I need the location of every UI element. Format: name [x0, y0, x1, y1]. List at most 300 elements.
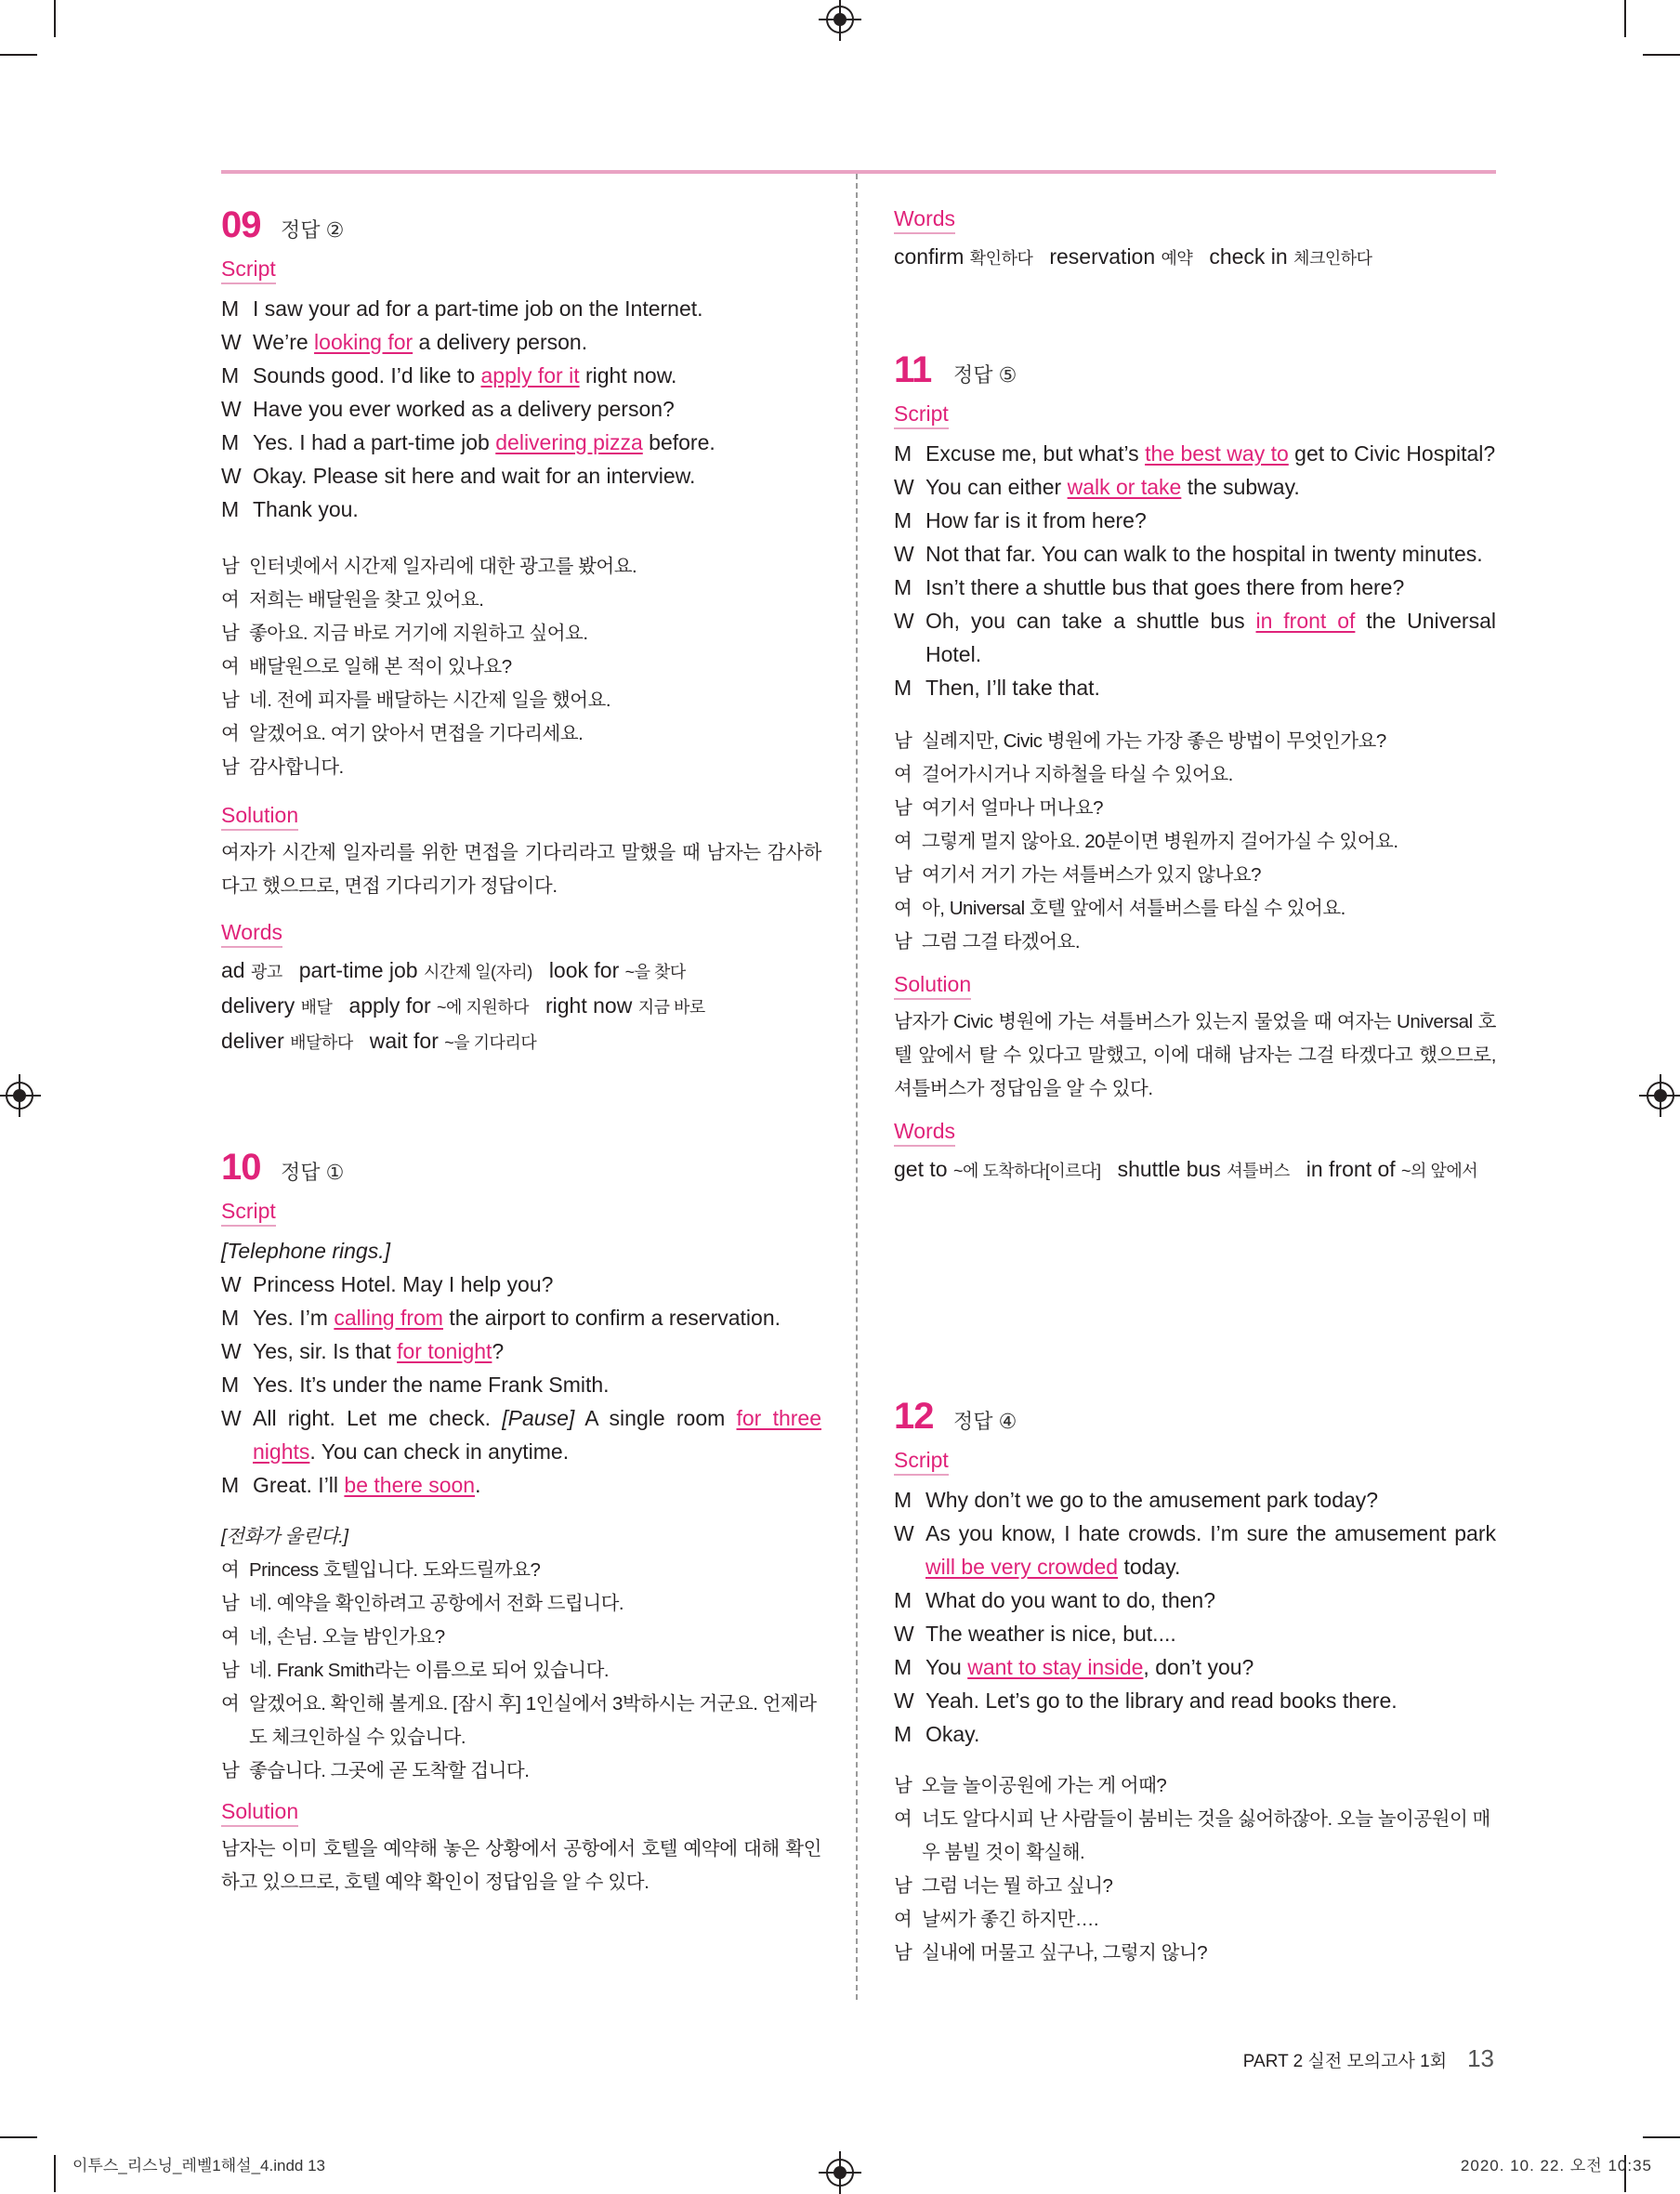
- speaker-label: 여: [221, 1559, 240, 1581]
- key-phrase: apply for it: [480, 363, 580, 388]
- word-entry: [221, 989, 332, 1024]
- text-run: before.: [642, 430, 715, 454]
- translation-lines: [221, 550, 821, 784]
- speaker-label: W: [894, 542, 914, 566]
- words-label: Words: [221, 920, 282, 948]
- text-run: We’re: [253, 330, 315, 354]
- dialogue-line: [894, 1583, 1496, 1617]
- registration-mark-icon: [1647, 1082, 1674, 1110]
- speaker-label: 남: [221, 690, 240, 711]
- line-text: [253, 459, 821, 493]
- script-label: Script: [894, 401, 949, 429]
- words-list: [894, 1152, 1496, 1188]
- line-text: [253, 426, 821, 459]
- word-entry: [1209, 240, 1372, 275]
- word-korean: ~의 앞에서: [1401, 1162, 1478, 1180]
- text-run: right now.: [579, 363, 677, 388]
- text-run: Isn’t there a shuttle bus that goes there from here?: [925, 575, 1405, 599]
- speaker-label: 남: [221, 1760, 240, 1781]
- line-text: [253, 1268, 821, 1301]
- line-text: 감사합니다.: [249, 756, 344, 778]
- line-text: 인터넷에서 시간제 일자리에 대한 광고를 봤어요.: [249, 556, 637, 577]
- speaker-label: 여: [894, 1808, 912, 1830]
- text-run: the subway.: [1181, 475, 1300, 499]
- word-korean: ~에 도착하다[이르다]: [952, 1162, 1101, 1180]
- stage-direction: [Telephone rings.]: [221, 1239, 391, 1263]
- word-korean: 시간제 일(자리): [423, 963, 532, 981]
- word-entry: [545, 989, 705, 1024]
- speaker-label: 남: [894, 931, 912, 952]
- dialogue-line: [221, 650, 821, 684]
- script-lines: [894, 1483, 1496, 1751]
- text-run: You can either: [925, 475, 1068, 499]
- dialogue-line: [221, 426, 821, 459]
- script-lines: [221, 1268, 821, 1502]
- word-entry: [1306, 1152, 1477, 1188]
- line-text: [925, 1684, 1496, 1717]
- script-label: Script: [221, 1199, 276, 1227]
- speaker-label: W: [221, 464, 242, 488]
- line-text: [253, 1368, 821, 1401]
- line-text: [253, 325, 821, 359]
- key-phrase: calling from: [334, 1306, 443, 1330]
- dialogue-line: [894, 1803, 1496, 1870]
- line-text: 그렇게 멀지 않아요. 20분이면 병원까지 걸어가실 수 있어요.: [922, 831, 1398, 852]
- speaker-label: 남: [221, 756, 240, 778]
- speaker-label: 남: [221, 623, 240, 644]
- dialogue-line: [894, 758, 1496, 792]
- line-text: [925, 1650, 1496, 1684]
- text-run: Yes, sir. Is that: [253, 1339, 398, 1363]
- dialogue-line: [221, 292, 821, 325]
- word-entry: [894, 240, 1032, 275]
- line-text: 알겠어요. 확인해 볼게요. [잠시 후] 1인실에서 3박하시는 거군요. 언제라도 체크인하실 수 있습니다.: [249, 1693, 817, 1748]
- line-text: 날씨가 좋긴 하지만….: [922, 1909, 1099, 1930]
- key-phrase: looking for: [314, 330, 413, 354]
- speaker-label: W: [221, 397, 242, 421]
- speaker-label: 남: [221, 1660, 240, 1681]
- text-run: How far is it from here?: [925, 508, 1147, 532]
- key-phrase: will be very crowded: [925, 1555, 1119, 1579]
- dialogue-line: [894, 1870, 1496, 1903]
- word-entry: [221, 953, 282, 989]
- word-korean: ~을 기다리다: [444, 1033, 537, 1052]
- dialogue-line: [894, 859, 1496, 892]
- line-text: [253, 1401, 821, 1468]
- speaker-label: W: [221, 330, 242, 354]
- line-text: 여기서 얼마나 머나요?: [922, 797, 1104, 819]
- solution-label: Solution: [894, 972, 971, 1000]
- dialogue-line: [894, 725, 1496, 758]
- speaker-label: 남: [894, 1942, 912, 1964]
- speaker-label: 여: [221, 723, 240, 744]
- line-text: [253, 493, 821, 526]
- dialogue-line: [894, 1769, 1496, 1803]
- dialogue-line: [221, 1468, 821, 1502]
- question-number: 11: [894, 349, 932, 390]
- text-run: . You can check in anytime.: [309, 1439, 570, 1464]
- line-text: 좋습니다. 그곳에 곧 도착할 겁니다.: [249, 1760, 530, 1781]
- answer-label: 정답 ⑤: [953, 363, 1017, 387]
- speaker-label: M: [894, 441, 912, 466]
- page-number: 13: [1467, 2044, 1494, 2072]
- dialogue-line: [894, 437, 1496, 470]
- line-text: 네. Frank Smith라는 이름으로 되어 있습니다.: [249, 1660, 610, 1681]
- word-entry: [1118, 1152, 1290, 1188]
- key-phrase: delivering pizza: [495, 430, 643, 454]
- line-text: 저희는 배달원을 찾고 있어요.: [249, 589, 484, 611]
- dialogue-line: [221, 751, 821, 784]
- text-run: today.: [1118, 1555, 1181, 1579]
- dialogue-line: [221, 1334, 821, 1368]
- question-09: [221, 204, 821, 1059]
- words-list: [221, 953, 821, 1059]
- line-text: [253, 1468, 821, 1502]
- speaker-label: M: [221, 430, 240, 454]
- crop-mark: [0, 2136, 37, 2138]
- text-run: The weather is nice, but....: [925, 1622, 1176, 1646]
- dialogue-line: [221, 392, 821, 426]
- line-text: [253, 359, 821, 392]
- word-entry: [370, 1024, 536, 1059]
- dialogue-line: [894, 1903, 1496, 1937]
- dialogue-line: [894, 1717, 1496, 1751]
- text-run: get to Civic Hospital?: [1288, 441, 1496, 466]
- key-phrase: walk or take: [1067, 475, 1182, 499]
- speaker-label: M: [894, 508, 912, 532]
- words-label: Words: [894, 1119, 955, 1147]
- solution-text: 남자가 Civic 병원에 가는 셔틀버스가 있는지 물었을 때 여자는 Universal 호텔 앞에서 탈 수 있다고 말했고, 이에 대해 남자는 그걸 타겠다고 했으므로, 셔틀버스가 정답임을 알 수 있다.: [894, 1011, 1496, 1099]
- speaker-label: 여: [894, 1909, 912, 1930]
- line-text: [253, 392, 821, 426]
- registration-mark-icon: [826, 6, 854, 33]
- registration-mark-icon: [6, 1082, 33, 1110]
- word-english: in front of: [1306, 1157, 1402, 1181]
- speaker-label: 남: [221, 1593, 240, 1614]
- translation-lines: [894, 725, 1496, 959]
- speaker-label: W: [894, 475, 914, 499]
- solution-label: Solution: [221, 1799, 298, 1827]
- text-run: Great. I’ll: [253, 1473, 345, 1497]
- dialogue-line: [894, 537, 1496, 571]
- word-english: get to: [894, 1157, 953, 1181]
- dialogue-line: [221, 1401, 821, 1468]
- registration-mark-icon: [826, 2159, 854, 2187]
- text-run: Why don’t we go to the amusement park today?: [925, 1488, 1379, 1512]
- speaker-label: 남: [894, 1875, 912, 1897]
- word-english: ad: [221, 958, 251, 982]
- translation-stage-direction: [전화가 울린다.]: [221, 1526, 348, 1547]
- crop-mark: [54, 2155, 56, 2192]
- part-title: PART 2 실전 모의고사 1회: [1242, 2052, 1448, 2071]
- dialogue-line: [894, 504, 1496, 537]
- line-text: [925, 604, 1496, 671]
- text-run: I saw your ad for a part-time job on the Internet.: [253, 296, 703, 321]
- line-text: 여기서 거기 가는 셔틀버스가 있지 않나요?: [922, 864, 1262, 886]
- key-phrase: in front of: [1255, 609, 1356, 633]
- speaker-label: 여: [894, 831, 912, 852]
- word-korean: 셔틀버스: [1227, 1162, 1290, 1180]
- line-text: 네, 손님. 오늘 밤인가요?: [249, 1626, 445, 1648]
- question-header: [221, 1147, 821, 1197]
- key-phrase: for tonight: [397, 1339, 492, 1363]
- line-text: 네. 예약을 확인하려고 공항에서 전화 드립니다.: [249, 1593, 624, 1614]
- text-run: Okay.: [925, 1722, 980, 1746]
- line-text: 실내에 머물고 싶구나, 그렇지 않니?: [922, 1942, 1208, 1964]
- line-text: 그럼 너는 뭘 하고 싶니?: [922, 1875, 1113, 1897]
- dialogue-line: [894, 1650, 1496, 1684]
- question-number: 12: [894, 1396, 934, 1437]
- speaker-label: 남: [894, 730, 912, 752]
- question-10-words: [894, 206, 1496, 275]
- crop-mark: [0, 54, 37, 56]
- dialogue-line: [221, 717, 821, 751]
- line-text: [925, 1517, 1496, 1583]
- word-english: deliver: [221, 1029, 291, 1053]
- header-rule: [221, 170, 1496, 174]
- speaker-label: M: [894, 1655, 912, 1679]
- word-entry: [299, 953, 532, 989]
- text-run: , don’t you?: [1143, 1655, 1254, 1679]
- text-run: ?: [492, 1339, 505, 1363]
- dialogue-line: [894, 1517, 1496, 1583]
- dialogue-line: [894, 792, 1496, 825]
- words-row: [221, 989, 821, 1024]
- text-run: Yes. I had a part-time job: [253, 430, 496, 454]
- word-korean: 확인하다: [969, 249, 1033, 268]
- text-run: .: [475, 1473, 481, 1497]
- line-text: [925, 537, 1496, 571]
- words-list: [894, 240, 1496, 275]
- dialogue-line: [221, 550, 821, 584]
- dialogue-line: [221, 584, 821, 617]
- crop-mark: [1643, 54, 1680, 56]
- speaker-label: M: [221, 1473, 240, 1497]
- speaker-label: M: [221, 1373, 240, 1397]
- question-number: 09: [221, 204, 261, 245]
- word-entry: [348, 989, 529, 1024]
- text-run: Okay. Please sit here and wait for an interview.: [253, 464, 696, 488]
- speaker-label: M: [894, 1722, 912, 1746]
- dialogue-line: [221, 1554, 821, 1587]
- text-run: Sounds good. I’d like to: [253, 363, 481, 388]
- word-korean: 예약: [1161, 249, 1193, 268]
- line-text: Princess 호텔입니다. 도와드릴까요?: [249, 1559, 541, 1581]
- speaker-label: M: [894, 575, 912, 599]
- line-text: 아, Universal 호텔 앞에서 셔틀버스를 타실 수 있어요.: [922, 898, 1345, 919]
- line-text: [925, 571, 1496, 604]
- question-number: 10: [221, 1147, 261, 1188]
- stage-direction: [Pause]: [502, 1406, 575, 1430]
- word-english: part-time job: [298, 958, 424, 982]
- line-text: 걸어가시거나 지하철을 타실 수 있어요.: [922, 764, 1233, 785]
- translation-lines: [894, 1769, 1496, 1970]
- crop-mark: [1624, 0, 1626, 37]
- line-text: [925, 437, 1496, 470]
- crop-mark: [1643, 2136, 1680, 2138]
- question-header: [221, 204, 821, 255]
- line-text: 실례지만, Civic 병원에 가는 가장 좋은 방법이 무엇인가요?: [922, 730, 1386, 752]
- date-slug: 2020. 10. 22. 오전 10:35: [1460, 2157, 1652, 2174]
- line-text: 배달원으로 일해 본 적이 있나요?: [249, 656, 512, 677]
- word-english: apply for: [348, 993, 438, 1018]
- line-text: 오늘 놀이공원에 가는 게 어때?: [922, 1775, 1167, 1796]
- line-text: [925, 1717, 1496, 1751]
- text-run: Not that far. You can walk to the hospital in twenty minutes.: [925, 542, 1483, 566]
- speaker-label: M: [221, 497, 240, 521]
- text-run: Princess Hotel. May I help you?: [253, 1272, 554, 1296]
- speaker-label: M: [894, 676, 912, 700]
- text-run: You: [925, 1655, 968, 1679]
- word-english: look for: [548, 958, 625, 982]
- line-text: 그럼 그걸 타겠어요.: [922, 931, 1081, 952]
- column-divider: [856, 174, 858, 2000]
- script-label: Script: [221, 256, 276, 284]
- question-header: [894, 1396, 1496, 1446]
- dialogue-line: [221, 617, 821, 650]
- line-text: [925, 470, 1496, 504]
- text-run: Excuse me, but what’s: [925, 441, 1146, 466]
- word-english: right now: [545, 993, 638, 1018]
- word-english: wait for: [369, 1029, 445, 1053]
- dialogue-line: [221, 359, 821, 392]
- speaker-label: 여: [894, 764, 912, 785]
- dialogue-line: [221, 1301, 821, 1334]
- word-english: reservation: [1049, 244, 1162, 269]
- dialogue-line: [894, 1617, 1496, 1650]
- speaker-label: W: [221, 1406, 242, 1430]
- word-entry: [549, 953, 686, 989]
- dialogue-line: [894, 571, 1496, 604]
- dialogue-line: [894, 470, 1496, 504]
- text-run: Oh, you can take a shuttle bus: [925, 609, 1256, 633]
- speaker-label: 여: [221, 656, 240, 677]
- text-run: Thank you.: [253, 497, 359, 521]
- dialogue-line: [221, 1587, 821, 1621]
- word-korean: 배달하다: [290, 1033, 353, 1052]
- page-footer: [1243, 2044, 1494, 2073]
- translation-lines: [221, 1554, 821, 1788]
- speaker-label: 여: [221, 1693, 240, 1714]
- key-phrase: want to stay inside: [967, 1655, 1144, 1679]
- dialogue-line: [894, 1937, 1496, 1970]
- speaker-label: W: [221, 1339, 242, 1363]
- question-12: [894, 1396, 1496, 1970]
- word-entry: [221, 1024, 353, 1059]
- speaker-label: W: [894, 1521, 914, 1545]
- dialogue-line: [894, 892, 1496, 926]
- dialogue-line: [894, 926, 1496, 959]
- dialogue-line: [221, 325, 821, 359]
- speaker-label: M: [894, 1488, 912, 1512]
- file-slug: 이투스_리스닝_레벨1해설_4.indd 13: [72, 2157, 325, 2174]
- word-english: delivery: [221, 993, 301, 1018]
- dialogue-line: [894, 604, 1496, 671]
- answer-label: 정답 ②: [281, 218, 345, 242]
- key-phrase: for three nights: [253, 1406, 821, 1464]
- words-row: [221, 953, 821, 989]
- speaker-label: 여: [221, 589, 240, 611]
- word-korean: 배달: [300, 998, 333, 1017]
- text-run: a delivery person.: [413, 330, 588, 354]
- line-text: 네. 전에 피자를 배달하는 시간제 일을 했어요.: [249, 690, 611, 711]
- question-10: [221, 1147, 821, 1899]
- text-run: Yeah. Let’s go to the library and read books there.: [925, 1688, 1398, 1713]
- dialogue-line: [221, 493, 821, 526]
- dialogue-line: [894, 1684, 1496, 1717]
- words-row: [221, 1024, 821, 1059]
- word-korean: 지금 바로: [637, 998, 705, 1017]
- line-text: 알겠어요. 여기 앉아서 면접을 기다리세요.: [249, 723, 584, 744]
- dialogue-line: [221, 1754, 821, 1788]
- text-run: As you know, I hate crowds. I’m sure the amusement park: [925, 1521, 1496, 1545]
- text-run: Have you ever worked as a delivery person?: [253, 397, 675, 421]
- solution-text: 남자는 이미 호텔을 예약해 놓은 상황에서 공항에서 호텔 예약에 대해 확인하고 있으므로, 호텔 예약 확인이 정답임을 알 수 있다.: [221, 1838, 821, 1893]
- question-header: [894, 349, 1496, 400]
- word-english: check in: [1209, 244, 1294, 269]
- line-text: 좋아요. 지금 바로 거기에 지원하고 싶어요.: [249, 623, 588, 644]
- dialogue-line: [221, 1654, 821, 1688]
- speaker-label: 여: [221, 1626, 240, 1648]
- word-entry: [894, 1152, 1101, 1188]
- text-run: All right. Let me check.: [253, 1406, 503, 1430]
- line-text: [253, 1334, 821, 1368]
- key-phrase: the best way to: [1145, 441, 1289, 466]
- answer-label: 정답 ④: [953, 1410, 1017, 1433]
- words-label: Words: [894, 206, 955, 234]
- dialogue-line: [221, 1268, 821, 1301]
- line-text: [253, 292, 821, 325]
- dialogue-line: [221, 684, 821, 717]
- speaker-label: W: [894, 609, 914, 633]
- dialogue-line: [894, 825, 1496, 859]
- speaker-label: 남: [221, 556, 240, 577]
- speaker-label: W: [894, 1688, 914, 1713]
- dialogue-line: [894, 1483, 1496, 1517]
- text-run: the airport to confirm a reservation.: [442, 1306, 781, 1330]
- speaker-label: 남: [894, 797, 912, 819]
- word-korean: 체크인하다: [1293, 249, 1372, 268]
- text-run: Yes. It’s under the name Frank Smith.: [253, 1373, 610, 1397]
- text-run: What do you want to do, then?: [925, 1588, 1215, 1612]
- text-run: A single room: [574, 1406, 737, 1430]
- word-english: shuttle bus: [1117, 1157, 1227, 1181]
- line-text: [253, 1301, 821, 1334]
- line-text: [925, 1483, 1496, 1517]
- text-run: Then, I’ll take that.: [925, 676, 1100, 700]
- solution-text: 여자가 시간제 일자리를 위한 면접을 기다리라고 말했을 때 남자는 감사하다고 했으므로, 면접 기다리기가 정답이다.: [221, 842, 821, 897]
- word-entry: [1049, 240, 1192, 275]
- word-english: confirm: [894, 244, 970, 269]
- speaker-label: M: [221, 1306, 240, 1330]
- dialogue-line: [894, 671, 1496, 704]
- word-korean: ~에 지원하다: [437, 998, 529, 1017]
- speaker-label: W: [221, 1272, 242, 1296]
- speaker-label: 남: [894, 1775, 912, 1796]
- word-korean: 광고: [250, 963, 282, 981]
- text-run: Yes. I’m: [253, 1306, 335, 1330]
- text-run: the Universal Hotel.: [925, 609, 1496, 666]
- key-phrase: be there soon: [344, 1473, 476, 1497]
- dialogue-line: [221, 459, 821, 493]
- script-label: Script: [894, 1448, 949, 1476]
- line-text: [925, 504, 1496, 537]
- crop-mark: [54, 0, 56, 37]
- speaker-label: W: [894, 1622, 914, 1646]
- line-text: [925, 1583, 1496, 1617]
- line-text: [925, 671, 1496, 704]
- speaker-label: 남: [894, 864, 912, 886]
